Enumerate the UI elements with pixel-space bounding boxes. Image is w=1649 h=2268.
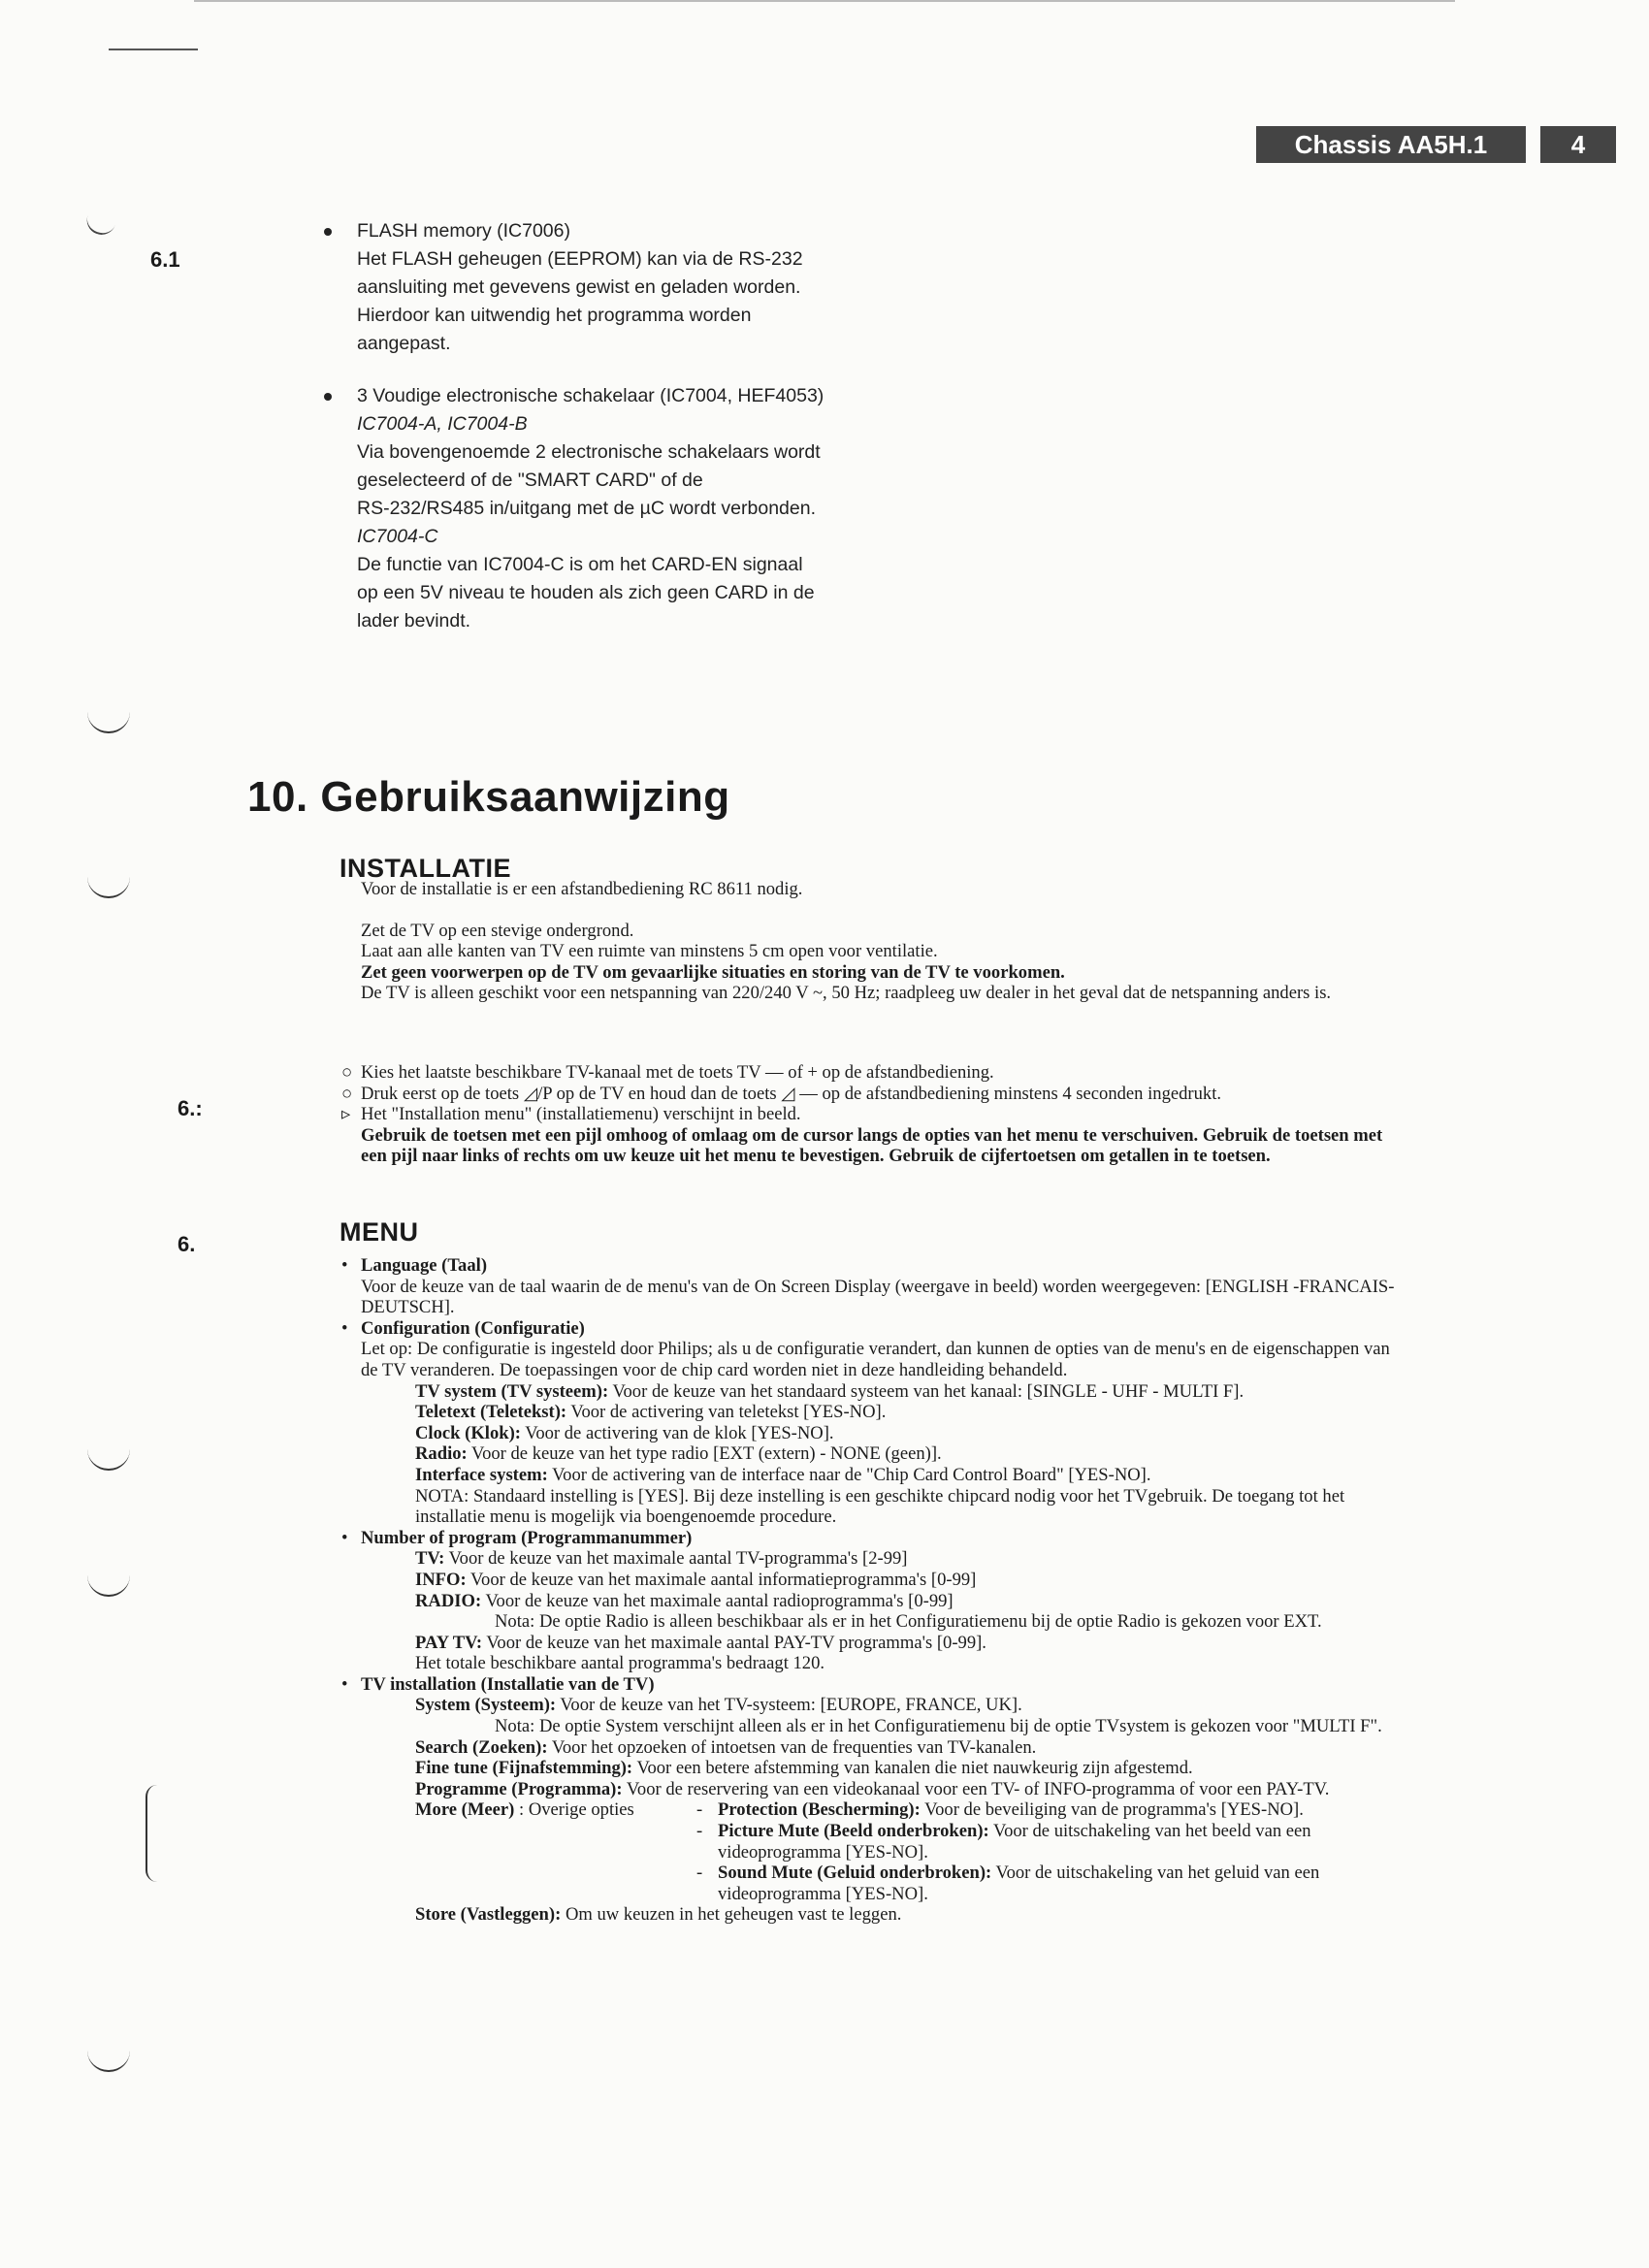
bullet-icon: • xyxy=(341,1673,348,1695)
margin-label: 6.: xyxy=(178,1096,203,1120)
paragraph: De TV is alleen geschikt voor een netspanning van 220/240 V ~, 50 Hz; raadpleeg uw dealer in het geval dat de netspanning anders is. xyxy=(361,983,1332,1004)
menu-item xyxy=(340,1318,1399,1528)
sub-item: TV: Voor de keuze van het maximale aantal TV-programma's [2-99] xyxy=(415,1548,908,1570)
step-text: Kies het laatste beschikbare TV-kanaal met de toets TV — of + op de afstandbediening. xyxy=(361,1062,994,1083)
text-line: aangepast. xyxy=(357,333,451,354)
text-line: Het FLASH geheugen (EEPROM) kan via de RS-232 xyxy=(357,248,803,270)
sub-item: TV system (TV systeem): Voor de keuze van het standaard systeem van het kanaal: [SINGLE - UHF - MULTI F]. xyxy=(415,1380,1245,1402)
text-line: lader bevindt. xyxy=(357,610,471,632)
sub-item: Search (Zoeken): Voor het opzoeken of intoetsen van de frequenties van TV-kanalen. xyxy=(415,1736,1037,1758)
switch-block xyxy=(357,382,958,635)
text-line: geselecteerd of de "SMART CARD" of de xyxy=(357,470,703,491)
text-line: 3 Voudige electronische schakelaar (IC7004, HEF4053) xyxy=(357,385,824,406)
warning-text: Zet geen voorwerpen op de TV om gevaarlijke situaties en storing van de TV te voorkomen. xyxy=(361,961,1065,983)
text-line: op een 5V niveau te houden als zich geen CARD in de xyxy=(357,582,815,603)
punch-hole-mark xyxy=(87,854,130,898)
paragraph: Laat aan alle kanten van TV een ruimte van minstens 5 cm open voor ventilatie. xyxy=(361,941,938,962)
bullet-icon: • xyxy=(341,1527,348,1548)
item-desc: Voor de keuze van de taal waarin de de menu's van de On Screen Display (weergave in beeld) worden weergegeven: [ENGLISH -FRANCAIS-DEUTSCH]. xyxy=(361,1276,1395,1318)
step-text: Druk eerst op de toets ◿/P op de TV en houd dan de toets ◿ — op de afstandbediening minstens 4 seconden ingedrukt. xyxy=(361,1083,1222,1104)
step-item xyxy=(340,1062,1399,1084)
step-text: Het "Installation menu" (installatiemenu) verschijnt in beeld. xyxy=(361,1104,801,1125)
note: NOTA: Standaard instelling is [YES]. Bij deze instelling is een geschikte chipcard nodig voor het TVgebruik. De toegang tot het installatie menu is mogelijk via boengenoemde procedure. xyxy=(415,1485,1345,1528)
menu-item xyxy=(340,1528,1399,1674)
circle-marker-icon: ○ xyxy=(341,1062,353,1083)
flash-memory-block xyxy=(357,217,958,358)
bullet xyxy=(324,393,332,401)
note: Nota: De optie Radio is alleen beschikbaar als er in het Configuratiemenu bij de optie Radio is gekozen voor EXT. xyxy=(495,1611,1322,1633)
sub-item: Store (Vastleggen): Om uw keuzen in het geheugen vast te leggen. xyxy=(415,1904,902,1926)
item-title: TV installation (Installatie van de TV) xyxy=(361,1673,655,1695)
more-option: - Protection (Bescherming): Voor de beveiliging van de programma's [YES-NO]. xyxy=(696,1799,1304,1821)
more-option: - Picture Mute (Beeld onderbroken): Voor de uitschakeling van het beeld van een videoprogramma [YES-NO]. xyxy=(696,1821,1311,1863)
paragraph: Zet de TV op een stevige ondergrond. xyxy=(361,920,634,941)
bullet xyxy=(324,228,332,236)
text-line: RS-232/RS485 in/uitgang met de µC wordt verbonden. xyxy=(357,498,817,519)
triangle-marker-icon: ▹ xyxy=(341,1104,351,1125)
item-desc: Let op: De configuratie is ingesteld door Philips; als u de configuratie verandert, dan kunnen de opties van de menu's en de eigenschappen van de TV veranderen. De toepassingen voor de chip card worden niet in deze handleiding behandeld. xyxy=(361,1339,1390,1380)
text-line: De functie van IC7004-C is om het CARD-EN signaal xyxy=(357,554,803,575)
step-item xyxy=(340,1084,1399,1105)
paragraph: Voor de installatie is er een afstandbediening RC 8611 nodig. xyxy=(361,879,803,899)
sub-item: Interface system: Voor de activering van de interface naar de "Chip Card Control Board" [YES-NO]. xyxy=(415,1464,1151,1485)
menu-body xyxy=(340,1255,1399,1926)
installatie-heading: INSTALLATIE xyxy=(340,854,511,883)
installatie-steps xyxy=(340,1062,1399,1167)
page-title: 10. Gebruiksaanwijzing xyxy=(247,773,730,821)
circle-marker-icon: ○ xyxy=(341,1083,353,1104)
margin-label: 6.1 xyxy=(150,247,180,272)
menu-item xyxy=(340,1255,1399,1318)
step-text: Gebruik de toetsen met een pijl omhoog of omlaag om de cursor langs de opties van het menu te verschuiven. Gebruik de toetsen met een pijl naar links of rechts om uw keuze uit het menu te bevestigen. Gebruik de cijfertoetsen om getallen in te toetsen. xyxy=(361,1124,1383,1167)
bullet-icon: • xyxy=(341,1255,348,1276)
step-item xyxy=(340,1104,1399,1125)
sub-item: Programme (Programma): Voor de reservering van een videokanaal voor een TV- of INFO-programma of voor een PAY-TV. xyxy=(415,1778,1330,1799)
sub-item: PAY TV: Voor de keuze van het maximale aantal PAY-TV programma's [0-99]. xyxy=(415,1632,986,1653)
chassis-label: Chassis AA5H.1 xyxy=(1256,126,1526,163)
top-edge-line xyxy=(194,0,1455,2)
menu-item xyxy=(340,1674,1399,1926)
margin-label: 6. xyxy=(178,1232,196,1256)
page-number: 4 xyxy=(1540,126,1616,163)
installatie-body xyxy=(361,879,1399,1004)
punch-hole-mark xyxy=(87,689,130,733)
bullet-icon: • xyxy=(341,1317,348,1339)
sub-item: INFO: Voor de keuze van het maximale aantal informatieprogramma's [0-99] xyxy=(415,1569,977,1590)
step-item xyxy=(340,1125,1399,1167)
sub-item: System (Systeem): Voor de keuze van het TV-systeem: [EUROPE, FRANCE, UK]. xyxy=(415,1695,1022,1716)
sub-item: Radio: Voor de keuze van het type radio [EXT (extern) - NONE (geen)]. xyxy=(415,1443,942,1465)
sub-item: Fine tune (Fijnafstemming): Voor een betere afstemming van kanalen die niet nauwkeurig zijn afgestemd. xyxy=(415,1758,1193,1779)
text-line: IC7004-C xyxy=(357,526,438,547)
text-line: Hierdoor kan uitwendig het programma worden xyxy=(357,305,752,326)
item-title: Number of program (Programmanummer) xyxy=(361,1527,693,1548)
menu-heading: MENU xyxy=(340,1217,419,1247)
sub-item: Clock (Klok): Voor de activering van de klok [YES-NO]. xyxy=(415,1422,834,1443)
item-title: Configuration (Configuratie) xyxy=(361,1317,585,1339)
sub-item-more: More (Meer) : Overige opties - Protection (Bescherming): Voor de beveiliging van de programma's [YES-NO]. - Picture Mute (Beeld onderbroken): Voor de uitschakeling van het beeld van een videoprogramma [YES-NO]. - Sound Mute (Geluid onderbroken): Voor de uitschakeling van het geluid van een videoprogramma [YES-NO]. xyxy=(361,1799,1399,1904)
punch-hole-mark xyxy=(82,200,120,239)
punch-hole-mark xyxy=(87,2027,130,2072)
text-line: aansluiting met gevevens gewist en geladen worden. xyxy=(357,276,801,298)
sub-item: Teletext (Teletekst): Voor de activering van teletekst [YES-NO]. xyxy=(415,1402,887,1423)
punch-hole-mark xyxy=(87,1552,130,1597)
corner-mark xyxy=(109,49,198,50)
binder-clip-mark xyxy=(146,1785,161,1882)
text-line: Via bovengenoemde 2 electronische schakelaars wordt xyxy=(357,441,821,463)
item-title: Language (Taal) xyxy=(361,1255,488,1276)
text-line: FLASH memory (IC7006) xyxy=(357,220,570,242)
sub-item: RADIO: Voor de keuze van het maximale aantal radioprogramma's [0-99] xyxy=(415,1590,954,1611)
text-line: IC7004-A, IC7004-B xyxy=(357,413,528,435)
note: Nota: De optie System verschijnt alleen als er in het Configuratiemenu bij de optie TVsystem is gekozen voor "MULTI F". xyxy=(495,1716,1382,1737)
punch-hole-mark xyxy=(87,1426,130,1471)
sub-item: Het totale beschikbare aantal programma's bedraagt 120. xyxy=(415,1653,825,1674)
more-option: - Sound Mute (Geluid onderbroken): Voor de uitschakeling van het geluid van een videoprogramma [YES-NO]. xyxy=(696,1863,1320,1904)
